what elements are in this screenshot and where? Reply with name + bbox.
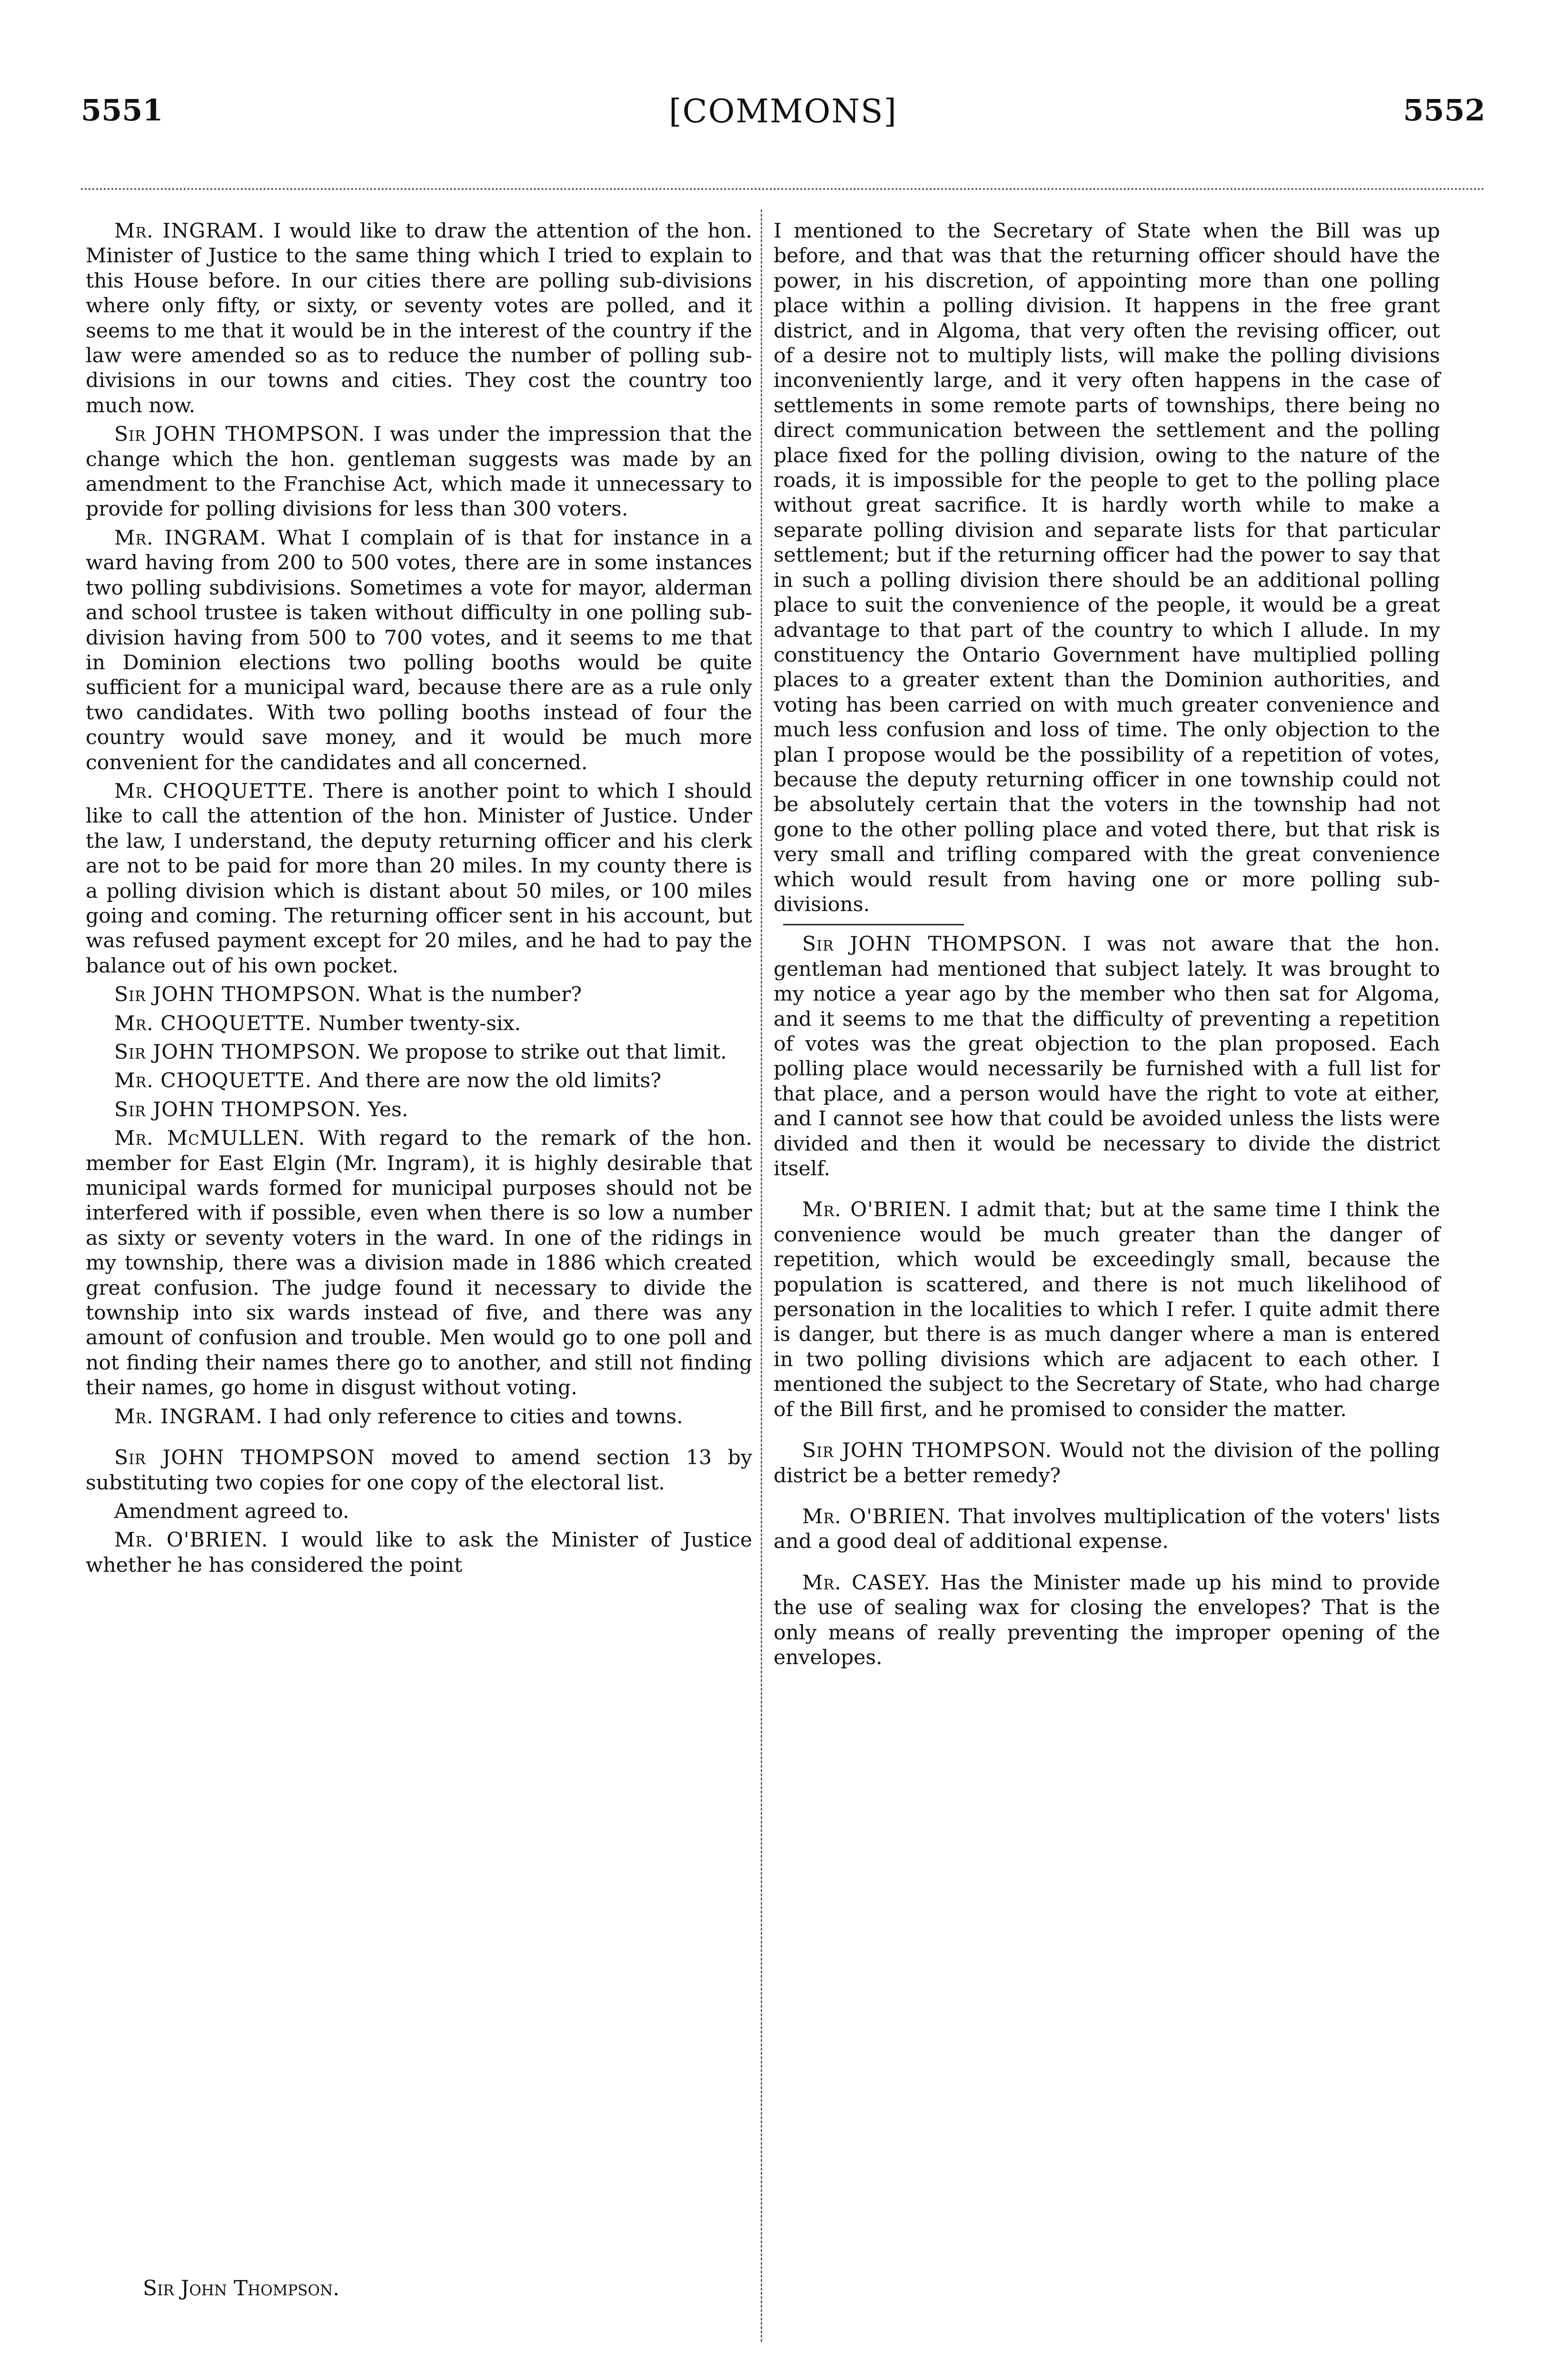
speech-text: I would like to ask the Minister of Justice whether he has considered the point bbox=[86, 1528, 752, 1577]
spacer bbox=[774, 1492, 1440, 1505]
spacer bbox=[774, 1558, 1440, 1571]
paragraph bbox=[86, 1528, 752, 1578]
speech-text: Has the Minister made up his mind to provide the use of sealing wax for closing the envelopes? That is the only means of really preventing the improper opening of the envelopes. bbox=[774, 1571, 1441, 1669]
speech-text: And there are now the old limits? bbox=[318, 1069, 662, 1093]
paragraph bbox=[774, 1438, 1440, 1488]
paragraph bbox=[86, 1446, 752, 1496]
paragraph bbox=[86, 1040, 752, 1065]
speaker-name: Mr. O'BRIEN. bbox=[802, 1198, 952, 1222]
speaker-name: Sir JOHN THOMPSON bbox=[114, 1446, 375, 1470]
section-rule bbox=[783, 924, 964, 925]
paragraph bbox=[86, 779, 752, 979]
speaker-name: Sir JOHN THOMPSON. bbox=[802, 932, 1068, 956]
speech-text: I mentioned to the Secretary of State when the Bill was up before, and that was that the returning officer should have the power, in his discretion, of appointing more than one polling place within a polling division. It happens in the free grant district, and in Algoma, that very often the revising officer, out of a desire not to multiply lists, will make the polling divisions inconveniently large, and it very often happens in the case of settlements in some remote parts of townships, there being no direct communication between the settlement and the polling place fixed for the polling division, owing to the nature of the roads, it is impossible for the people to get to the polling place without great sacrifice. It is hardly worth while to make a separate polling division and separate lists for that particular settlement; but if the returning officer had the power to say that in such a polling division there should be an additional polling place to suit the convenience of the people, it would be a great advantage to that part of the country to which I allude. In my constituency the Ontario Government have multiplied polling places to a greater extent than the Dominion authorities, and voting has been carried on with much greater convenience and much less confusion and loss of time. The only objection to the plan I propose would be the possibility of a repetition of votes, because the deputy returning officer in one township could not be absolutely certain that the voters in the township had not gone to the other polling place and voted there, but that risk is very small and trifling compared with the great convenience which would result from having one or more polling sub-divisions. bbox=[774, 219, 1440, 916]
speaker-name: Sir JOHN THOMPSON. bbox=[114, 423, 365, 446]
right-column bbox=[774, 219, 1440, 1674]
speech-text: Amendment agreed to. bbox=[114, 1499, 349, 1523]
speech-text: moved to amend section 13 by substituting two copies for one copy of the electoral list. bbox=[86, 1446, 753, 1495]
spacer bbox=[774, 1185, 1440, 1198]
speaker-name: Mr. CHOQUETTE. bbox=[114, 1012, 312, 1035]
speaker-name: Mr. INGRAM. bbox=[114, 219, 265, 243]
paragraph bbox=[86, 1405, 752, 1429]
paragraph bbox=[86, 422, 752, 522]
spacer bbox=[774, 1426, 1440, 1438]
column-divider bbox=[761, 209, 762, 2342]
paragraph bbox=[774, 219, 1440, 917]
paragraph bbox=[86, 1012, 752, 1036]
speaker-name: Mr. McMULLEN. bbox=[114, 1127, 306, 1150]
paragraph bbox=[86, 1499, 752, 1524]
speech-text: I was not aware that the hon. gentleman had mentioned that subject lately. It was brought to my notice a year ago by the member who then sat for Algoma, and it seems to me that the difficulty of preventing a repetition of votes was the great objection to the plan proposed. Each polling place would necessarily be furnished with a full list for that place, and a person would have the right to vote at either, and I cannot see how that could be avoided unless the lists were divided and then it would be necessary to divide the district itself. bbox=[774, 932, 1440, 1181]
speaker-name: Mr. INGRAM. bbox=[114, 526, 267, 550]
speaker-name: Sir JOHN THOMPSON. bbox=[802, 1439, 1052, 1463]
footer-speaker-name: Sir John Thompson. bbox=[143, 2276, 340, 2301]
speech-text: What I complain of is that for instance in a ward having from 200 to 500 votes, there are in some instances two polling subdivisions. Sometimes a vote for mayor, alderman and school trustee is taken without difficulty in one polling sub-division having from 500 to 700 votes, and it seems to me that in Dominion elections two polling booths would be quite sufficient for a municipal ward, because there are as a rule only two candidates. With two polling booths instead of four the country would save money, and it would be much more convenient for the candidates and all concerned. bbox=[86, 526, 752, 774]
speech-text: Would not the division of the polling district be a better remedy? bbox=[774, 1439, 1440, 1488]
speaker-name: Sir JOHN THOMPSON. bbox=[114, 1098, 362, 1121]
paragraph bbox=[774, 932, 1440, 1181]
paragraph bbox=[86, 982, 752, 1007]
speaker-name: Mr. CHOQUETTE. bbox=[114, 1069, 312, 1093]
page-header bbox=[81, 93, 1485, 150]
header-rule bbox=[81, 188, 1485, 190]
speech-text: Yes. bbox=[368, 1098, 408, 1121]
paragraph bbox=[86, 1098, 752, 1122]
speaker-name: Mr. O'BRIEN. bbox=[114, 1528, 268, 1552]
speech-text: I would like to draw the attention of the hon. Minister of Justice to the same thing which I tried to explain to this House before. In our cities there are polling sub-divisions where only fifty, or sixty, or seventy votes are polled, and it seems to me that it would be in the interest of the country if the law were amended so as to reduce the number of polling sub-divisions in our towns and cities. They cost the country too much now. bbox=[86, 219, 752, 417]
paragraph bbox=[86, 1069, 752, 1093]
speaker-name: Sir JOHN THOMPSON. bbox=[114, 1041, 362, 1064]
right-page-number: 5552 bbox=[1403, 93, 1485, 128]
left-page-number: 5551 bbox=[81, 93, 163, 128]
speaker-name: Sir JOHN THOMPSON. bbox=[114, 983, 362, 1007]
speaker-name: Mr. CHOQUETTE. bbox=[114, 779, 315, 803]
speech-text: There is another point to which I should like to call the attention of the hon. Minister of Justice. Under the law, I understand, the deputy returning officer and his clerk are not to be paid for more than 20 miles. In my county there is a polling division which is distant about 50 miles, or 100 miles going and coming. The returning officer sent in his account, but was refused payment except for 20 miles, and he had to pay the balance out of his own pocket. bbox=[86, 779, 752, 978]
spacer bbox=[86, 1433, 752, 1446]
speech-text: With regard to the remark of the hon. member for East Elgin (Mr. Ingram), it is highly desirable that municipal wards formed for municipal purposes should not be interfered with if possible, even when there is so low a number as sixty or seventy voters in the ward. In one of the ridings in my township, there was a division made in 1886 which created great confusion. The judge found it necessary to divide the township into six wards instead of five, and there was any amount of confusion and trouble. Men would go to one poll and not finding their names there go to another, and still not finding their names, go home in disgust without voting. bbox=[86, 1127, 752, 1400]
paragraph bbox=[774, 1198, 1440, 1422]
paragraph bbox=[86, 219, 752, 418]
speech-text: I admit that; but at the same time I think the convenience would be much greater than the danger of repetition, which would be exceedingly small, because the population is scattered, and there is not much likelihood of personation in the localities to which I refer. I quite admit there is danger, but there is as much danger where a man is entered in two polling divisions which are adjacent to each other. I mentioned the subject to the Secretary of State, who had charge of the Bill first, and he promised to consider the matter. bbox=[774, 1198, 1441, 1421]
speech-text: We propose to strike out that limit. bbox=[368, 1041, 727, 1064]
paragraph bbox=[774, 1505, 1440, 1555]
speech-text: I had only reference to cities and towns. bbox=[269, 1405, 683, 1428]
speech-text: I was under the impression that the change which the hon. gentleman suggests was made by an amendment to the Franchise Act, which made it unnecessary to provide for polling divisions for less than 300 voters. bbox=[86, 423, 752, 521]
speaker-name: Mr. O'BRIEN. bbox=[802, 1505, 951, 1528]
paragraph bbox=[774, 1571, 1440, 1671]
paragraph bbox=[86, 526, 752, 775]
speaker-name: Mr. CASEY. bbox=[802, 1571, 931, 1595]
speech-text: Number twenty-six. bbox=[318, 1012, 521, 1035]
speaker-name: Mr. INGRAM. bbox=[114, 1405, 263, 1428]
page-title: [COMMONS] bbox=[669, 93, 897, 130]
speech-text: That involves multiplication of the voters' lists and a good deal of additional expense. bbox=[774, 1505, 1441, 1554]
left-column bbox=[86, 219, 752, 1582]
speech-text: What is the number? bbox=[368, 983, 582, 1007]
paragraph bbox=[86, 1126, 752, 1400]
